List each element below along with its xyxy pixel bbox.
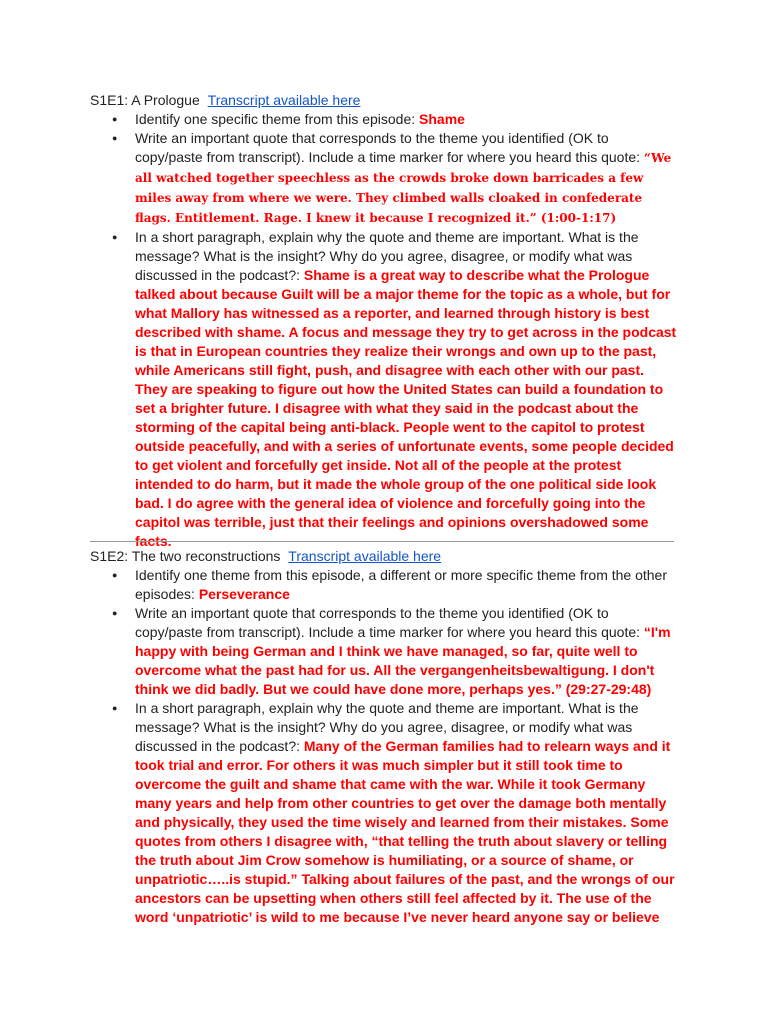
episode-2-theme-item: [90, 566, 680, 604]
episode-1-heading: [90, 91, 680, 110]
episode-1-transcript-link[interactable]: Transcript available here: [207, 92, 361, 108]
episode-2-theme-prompt: Identify one theme from this episode, a different or more specific theme from the other episodes:: [135, 567, 668, 602]
episode-1-quote-answer: “We all watched together speechless as the crowds broke down barricades a few miles away from where we were. They climbed walls cloaked in confederate flags. Entitlement. Rage. I knew it because I recognized it.” (1:00-1:17): [135, 151, 672, 225]
episode-1-theme-prompt: Identify one specific theme from this episode:: [135, 111, 420, 127]
episode-2-paragraph-answer: Many of the German families had to relearn ways and it took trial and error. For others it was much simpler but it still took time to overcome the guilt and shame that came with the war. While it took Germany many years and help from other countries to get over the damage both mentally and physically, they used the time wisely and learned from their mistakes. Some quotes from others I disagree with, “that telling the truth about slavery or telling the truth about Jim Crow somehow is humiliating, or a source of shame, or unpatriotic…..is stupid.” Talking about failures of the past, and the wrongs of our ancestors can be upsetting when others still feel affected by it. The use of the word ‘unpatriotic’ is wild to me because I’ve never heard anyone say or believe: [135, 738, 675, 925]
episode-1-section: [90, 91, 680, 551]
episode-2-quote-prompt: Write an important quote that corresponds to the theme you identified (OK to copy/paste from transcript). Include a time marker for where you heard this quote:: [135, 605, 644, 640]
episode-2-title: S1E2: The two reconstructions: [90, 548, 281, 564]
episode-1-questions: [90, 110, 680, 551]
episode-2-section: [90, 547, 680, 927]
episode-2-paragraph-item: [90, 699, 680, 927]
episode-2-quote-answer: “I'm happy with being German and I think we have managed, so far, quite well to overcome what the past had for us. All the vergangenheitsbewaltigung. I don't think we did badly. But we could have done more, perhaps yes.” (29:27-29:48): [135, 624, 671, 697]
episode-1-theme-item: [90, 110, 680, 129]
episode-2-theme-answer: Perseverance: [198, 586, 290, 602]
episode-1-title: S1E1: A Prologue: [90, 92, 200, 108]
episode-1-paragraph-item: [90, 228, 680, 551]
episode-2-questions: [90, 566, 680, 927]
episode-1-quote-prompt: Write an important quote that corresponds to the theme you identified (OK to copy/paste from transcript). Include a time marker for where you heard this quote:: [135, 130, 644, 165]
episode-1-paragraph-answer: Shame is a great way to describe what the Prologue talked about because Guilt will be a major theme for the topic as a whole, but for what Mallory has witnessed as a reporter, and learned through history is best described with shame. A focus and message they try to get across in the podcast is that in European countries they realize their wrongs and own up to the past, while Americans still fight, push, and disagree with each other with our past. They are speaking to figure out how the United States can build a foundation to set a brighter future. I disagree with what they said in the podcast about the storming of the capital being anti-black. People went to the capitol to protest outside peacefully, and with a series of unfortunate events, some people decided to get violent and forcefully get inside. Not all of the people at the protest intended to do harm, but it made the whole group of the one political side look bad. I do agree with the general idea of violence and forcefully going into the capitol was terrible, just that their feelings and opinions overshadowed some facts.: [135, 267, 677, 549]
episode-2-heading: [90, 547, 680, 566]
episode-2-transcript-link[interactable]: Transcript available here: [288, 548, 442, 564]
episode-2-quote-item: [90, 604, 680, 699]
episode-2-paragraph-prompt: In a short paragraph, explain why the quote and theme are important. What is the message? What is the insight? Why do you agree, disagree, or modify what was discussed in the podcast?:: [135, 700, 639, 754]
episode-1-paragraph-prompt: In a short paragraph, explain why the quote and theme are important. What is the message? What is the insight? Why do you agree, disagree, or modify what was discussed in the podcast?:: [135, 229, 639, 283]
episode-1-quote-item: [90, 129, 680, 228]
episode-1-theme-answer: Shame: [419, 111, 465, 127]
section-divider: [90, 541, 674, 542]
